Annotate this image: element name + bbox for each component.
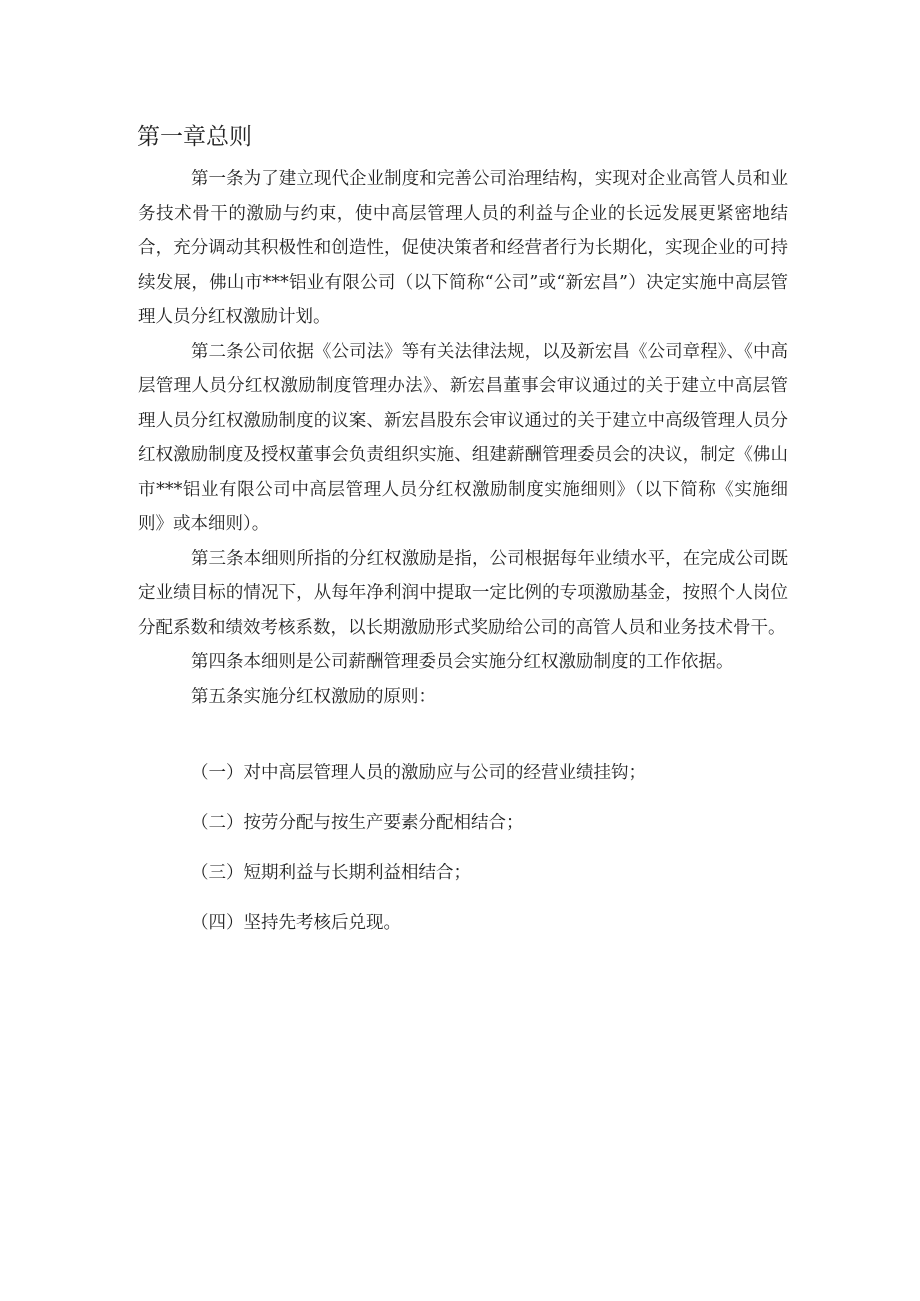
principle-2: （二）按劳分配与按生产要素分配相结合；: [191, 813, 524, 833]
chapter-title: 第一章总则: [137, 124, 252, 150]
article-2: 第二条公司依据《公司法》等有关法律法规，以及新宏昌《公司章程》、《中高层管理人员分红权激励制度管理办法》、新宏昌董事会审议通过的关于建立中高层管理人员分红权激励制度的议案、新宏昌股东会审议通过的关于建立中高级管理人员分红权激励制度及授权董事会负责组织实施、组建薪酬管理委员会的决议，制定《佛山市***铝业有限公司中高层管理人员分红权激励制度实施细则》（以下简称《实施细则》或本细则）。: [138, 341, 788, 534]
principle-4: （四）坚持先考核后兑现。: [191, 913, 401, 933]
article-1: 第一条为了建立现代企业制度和完善公司治理结构，实现对企业高管人员和业务技术骨干的激励与约束，使中高层管理人员的利益与企业的长远发展更紧密地结合，充分调动其积极性和创造性，促使决策者和经营者行为长期化，实现企业的可持续发展，佛山市***铝业有限公司（以下简称“公司”或“新宏昌”）决定实施中高层管理人员分红权激励计划。: [138, 169, 788, 327]
article-3: 第三条本细则所指的分红权激励是指，公司根据每年业绩水平，在完成公司既定业绩目标的情况下，从每年净利润中提取一定比例的专项激励基金，按照个人岗位分配系数和绩效考核系数，以长期激励形式奖励给公司的高管人员和业务技术骨干。: [138, 548, 788, 638]
principles-list: [191, 760, 646, 960]
principle-1: （一）对中高层管理人员的激励应与公司的经营业绩挂钩；: [191, 763, 646, 783]
article-4: 第四条本细则是公司薪酬管理委员会实施分红权激励制度的工作依据。: [191, 652, 734, 672]
article-body: [138, 162, 788, 714]
principle-3: （三）短期利益与长期利益相结合；: [191, 863, 471, 883]
article-5: 第五条实施分红权激励的原则：: [191, 686, 436, 707]
